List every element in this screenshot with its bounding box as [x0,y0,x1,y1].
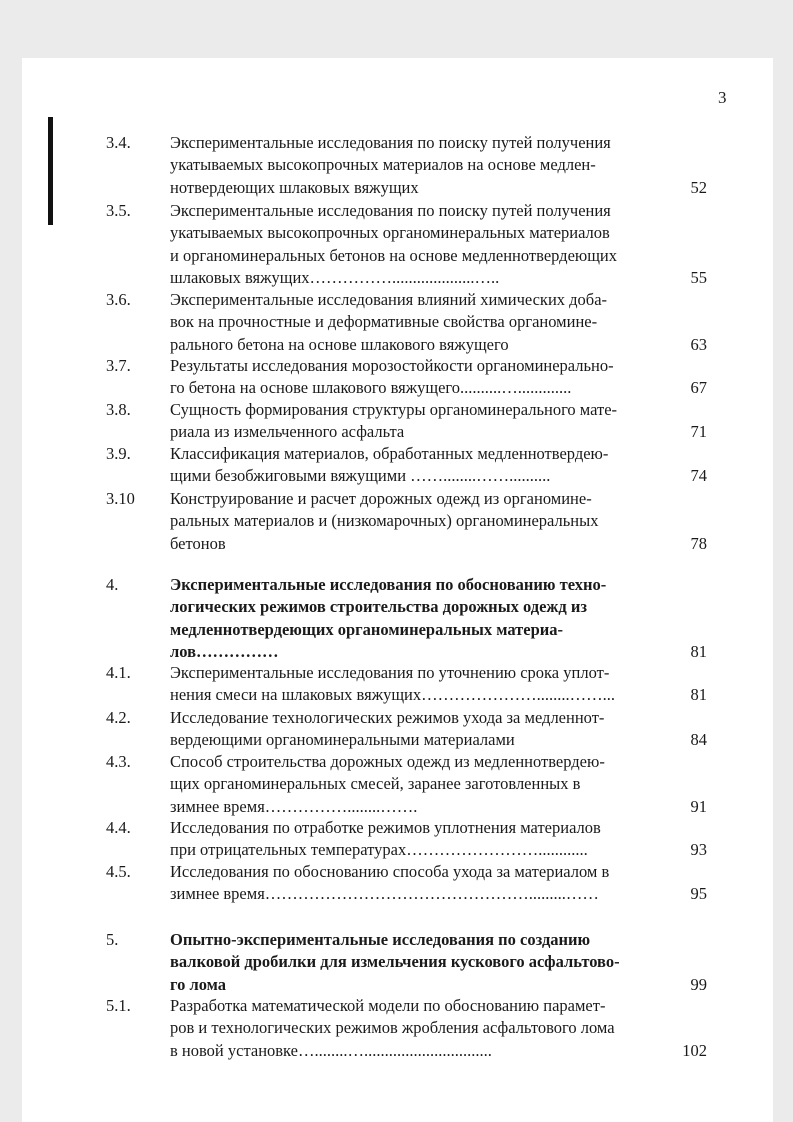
toc-entry-page: 55 [690,267,707,287]
toc-entry-number: 4.5. [106,862,131,881]
toc-entry-title-line: вердеющими органоминеральными материалами [170,730,515,750]
toc-entry-title-line: лов…………… [170,641,279,661]
toc-entry-page: 71 [690,422,707,442]
toc-entry-title-line: Экспериментальные исследования по поиску путей получения [170,133,611,152]
toc-entry-title-line: укатываемых высокопрочных материалов на основе медлен- [170,155,596,175]
toc-entry-title-line: Экспериментальные исследования по уточнению срока уплот- [170,663,610,682]
toc-entry-title-line: рального бетона на основе шлакового вяжущего [170,334,509,354]
toc-entry-number: 4.1. [106,663,131,682]
toc-entry-number: 4. [106,575,119,594]
toc-entry-title [170,399,682,444]
toc-entry-number: 3.7. [106,356,131,375]
toc-entry-title [170,443,682,488]
toc-entry-number: 5.1. [106,996,131,1015]
toc-entry-title-line: Опытно-экспериментальные исследования по созданию [170,930,591,949]
toc-entry-number: 3.9. [106,444,131,463]
toc-entry-title-line: логических режимов строительства дорожных одежд из [170,597,587,617]
toc-entry-title-line: Исследования по обоснованию способа ухода за материалом в [170,862,610,881]
toc-entry-title-line: зимнее время……………........……. [170,796,418,816]
toc-entry-title-line: нотвердеющих шлаковых вяжущих [170,177,419,197]
toc-entry-number: 3.5. [106,201,131,220]
toc-entry-title [170,355,682,400]
toc-entry-title-line: в новой установке…........…............................... [170,1040,492,1060]
toc-entry-title-line: Экспериментальные исследования по поиску путей получения [170,201,611,220]
toc-entry-title-line: Классификация материалов, обработанных медленнотвердею- [170,444,609,463]
toc-entry-title [170,132,682,199]
toc-entry-number: 4.3. [106,752,131,771]
toc-entry-number: 4.4. [106,818,131,837]
toc-entry-title [170,817,682,862]
toc-entry-title [170,929,682,996]
toc-entry-title-line: Экспериментальные исследования влияний химических доба- [170,290,608,309]
toc-entry-title-line: укатываемых высокопрочных органоминеральных материалов [170,223,610,243]
toc-entry-number: 3.4. [106,133,131,152]
toc-entry-page: 93 [690,840,707,860]
toc-entry-number: 5. [106,930,119,949]
toc-entry-title [170,574,682,663]
toc-entry-page: 67 [690,378,707,398]
toc-entry-page: 84 [690,730,707,750]
toc-entry-title-line: ральных материалов и (низкомарочных) органоминеральных [170,511,599,531]
toc-entry-title-line: Сущность формирования структуры органоминерального мате- [170,400,618,419]
toc-entry-title-line: Конструирование и расчет дорожных одежд из органомине- [170,489,592,508]
toc-entry-title-line: Исследование технологических режимов ухода за медленнот- [170,708,605,727]
toc-entry-page: 81 [690,685,707,705]
scan-edge-mark [48,117,53,225]
toc-entry-number: 3.8. [106,400,131,419]
toc-entry-title-line: Способ строительства дорожных одежд из медленнотвердею- [170,752,605,771]
toc-entry-title-line: риала из измельченного асфальта [170,422,405,442]
toc-entry-number: 3.6. [106,290,131,309]
toc-entry-title-line: шлаковых вяжущих……………....................….. [170,267,500,287]
toc-entry-title-line: Результаты исследования морозостойкости органоминерально- [170,356,614,375]
toc-entry-page: 52 [690,177,707,197]
toc-entry-title-line: го бетона на основе шлакового вяжущего..........…............. [170,378,572,398]
toc-entry-title-line: медленнотвердеющих органоминеральных материа- [170,619,564,639]
toc-entry-title [170,488,682,555]
toc-entry-page: 102 [682,1040,707,1060]
toc-entry-number: 3.10 [106,489,135,508]
toc-entry-title-line: ров и технологических режимов жробления асфальтового лома [170,1018,615,1038]
toc-entry-title [170,289,682,356]
toc-entry-title-line: го лома [170,974,227,994]
toc-entry-title [170,200,682,289]
toc-entry-title-line: Экспериментальные исследования по обоснованию техно- [170,575,607,594]
toc-entry-title [170,751,682,818]
toc-entry-page: 74 [690,466,707,486]
toc-entry-title-line: щих органоминеральных смесей, заранее заготовленных в [170,774,581,794]
toc-entry-title-line: Разработка математической модели по обоснованию парамет- [170,996,606,1015]
toc-entry-title [170,707,682,752]
toc-entry-title-line: вок на прочностные и деформативные свойства органомине- [170,312,598,332]
toc-entry-title-line: и органоминеральных бетонов на основе медленнотвердеющих [170,245,618,265]
toc-entry-title-line: бетонов [170,533,226,553]
toc-entry-title-line: Исследования по отработке режимов уплотнения материалов [170,818,601,837]
toc-entry-number: 4.2. [106,708,131,727]
toc-entry-page: 91 [690,796,707,816]
toc-entry-title-line: зимнее время………………………………………….........…… [170,884,599,904]
toc-entry-title [170,995,682,1062]
toc-entry-title-line: при отрицательных температурах……………………............ [170,840,588,860]
toc-entry-title-line: нения смеси на шлаковых вяжущих…………………........……... [170,685,616,705]
toc-entry-page: 95 [690,884,707,904]
page-number: 3 [718,88,727,107]
toc-entry-title-line: валковой дробилки для измельчения кускового асфальтово- [170,952,620,972]
toc-entry-page: 78 [690,533,707,553]
toc-entry-title [170,662,682,707]
toc-entry-page: 63 [690,334,707,354]
toc-entry-page: 81 [690,641,707,661]
toc-entry-page: 99 [690,974,707,994]
toc-entry-title [170,861,682,906]
toc-entry-title-line: щими безобжиговыми вяжущими ……........…….......... [170,466,551,486]
